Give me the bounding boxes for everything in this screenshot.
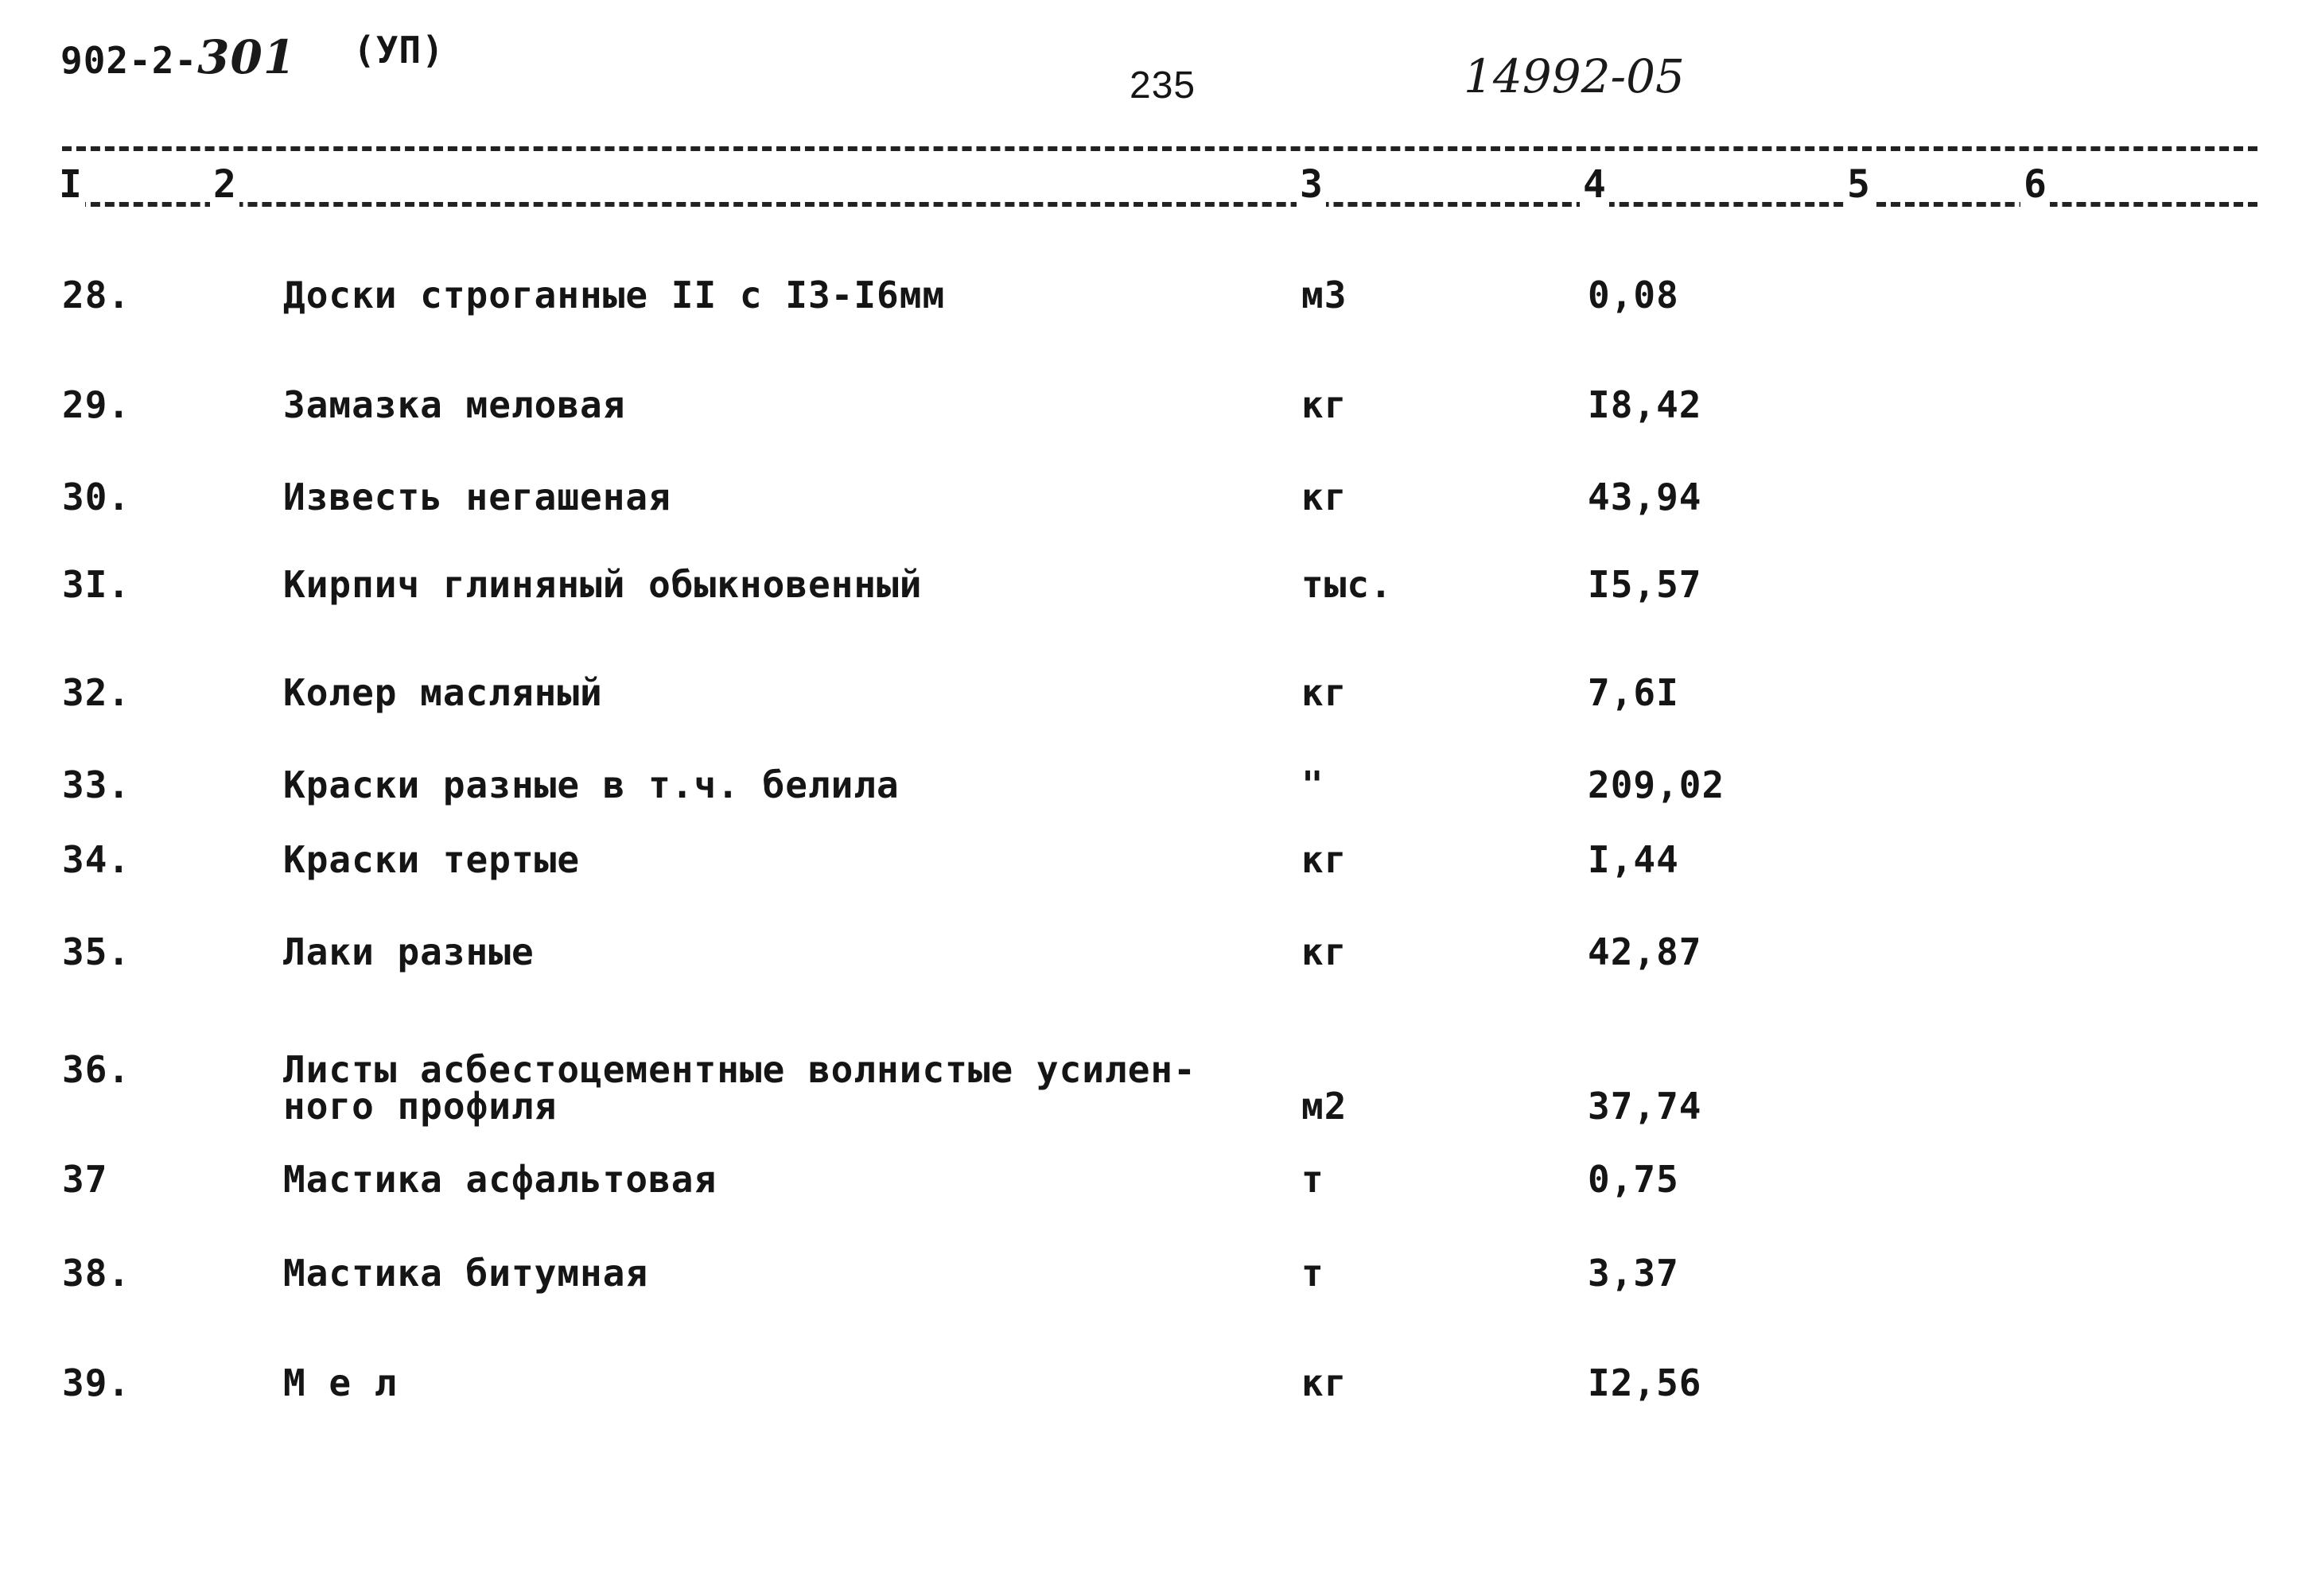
- unit-ditto-mark: ": [1301, 763, 1324, 806]
- row-number: 28.: [62, 274, 131, 316]
- quantity: I8,42: [1588, 383, 1702, 426]
- row-number: 39.: [62, 1361, 131, 1404]
- registry-number-handwritten: 14992-05: [1464, 49, 1685, 103]
- quantity: I5,57: [1588, 563, 1702, 606]
- unit: кг: [1301, 383, 1347, 426]
- unit: т: [1301, 1252, 1324, 1295]
- quantity: 0,08: [1588, 274, 1679, 316]
- table-row: [0, 763, 2302, 811]
- quantity: 0,75: [1588, 1158, 1679, 1201]
- table-row: [0, 1158, 2302, 1206]
- table-row: [0, 1361, 2302, 1409]
- material-name-line-1: Листы асбестоцементные волнистые усилен-: [283, 1048, 1196, 1091]
- table-row: [0, 383, 2302, 431]
- unit: тыс.: [1301, 563, 1393, 606]
- row-number: 38.: [62, 1252, 131, 1295]
- row-number: 36.: [62, 1048, 131, 1091]
- quantity: 3,37: [1588, 1252, 1679, 1295]
- row-number: 35.: [62, 930, 131, 973]
- material-name: Колер масляный: [283, 671, 603, 714]
- row-number: 34.: [62, 838, 131, 881]
- material-name-line-2: ного профиля: [283, 1085, 558, 1128]
- header-rule-top: [62, 146, 2257, 151]
- quantity: 209,02: [1588, 763, 1725, 806]
- row-number: 33.: [62, 763, 131, 806]
- material-name: Краски тертые: [283, 838, 581, 881]
- row-number: 29.: [62, 383, 131, 426]
- table-row: [0, 930, 2302, 978]
- material-name: Мастика битумная: [283, 1252, 649, 1295]
- document-code-prefix: 902-2-: [60, 39, 198, 82]
- document-code: [60, 30, 296, 84]
- unit: кг: [1301, 476, 1347, 518]
- column-number-5: 5: [1844, 162, 1873, 207]
- table-row: [0, 476, 2302, 523]
- column-number-6: 6: [2020, 162, 2050, 207]
- material-name: Мастика асфальтовая: [283, 1158, 717, 1201]
- table-row: [0, 1252, 2302, 1299]
- section-label: (УП): [353, 29, 445, 72]
- document-code-handwritten: 301: [197, 30, 297, 84]
- unit: м2: [1301, 1085, 1347, 1128]
- row-number: 30.: [62, 476, 131, 518]
- quantity: I2,56: [1588, 1361, 1702, 1404]
- material-name: Лаки разные: [283, 930, 535, 973]
- unit: кг: [1301, 1361, 1347, 1404]
- column-number-4: 4: [1580, 162, 1609, 207]
- unit: кг: [1301, 671, 1347, 714]
- unit: т: [1301, 1158, 1324, 1201]
- column-number-1: I: [56, 162, 85, 207]
- unit: кг: [1301, 930, 1347, 973]
- table-row: [0, 838, 2302, 886]
- page-number: 235: [1130, 64, 1196, 107]
- column-number-3: 3: [1297, 162, 1326, 207]
- quantity: 37,74: [1588, 1085, 1702, 1128]
- material-name: Краски разные в т.ч. белила: [283, 763, 900, 806]
- quantity: 42,87: [1588, 930, 1702, 973]
- quantity: 43,94: [1588, 476, 1702, 518]
- header-rule-bottom: [62, 202, 2257, 207]
- row-number: 32.: [62, 671, 131, 714]
- table-row: [0, 563, 2302, 611]
- material-name: Известь негашеная: [283, 476, 671, 518]
- unit: кг: [1301, 838, 1347, 881]
- unit: м3: [1301, 274, 1347, 316]
- table-row: [0, 274, 2302, 321]
- material-name: Замазка меловая: [283, 383, 626, 426]
- quantity: I,44: [1588, 838, 1679, 881]
- material-name: Доски строганные II с I3-I6мм: [283, 274, 946, 316]
- quantity: 7,6I: [1588, 671, 1679, 714]
- material-name: Кирпич глиняный обыкновенный: [283, 563, 923, 606]
- column-number-2: 2: [210, 162, 239, 207]
- table-row: [0, 671, 2302, 719]
- table-row: [0, 1048, 2302, 1136]
- row-number: 3I.: [62, 563, 131, 606]
- material-name: М е л: [283, 1361, 398, 1404]
- row-number: 37: [62, 1158, 108, 1201]
